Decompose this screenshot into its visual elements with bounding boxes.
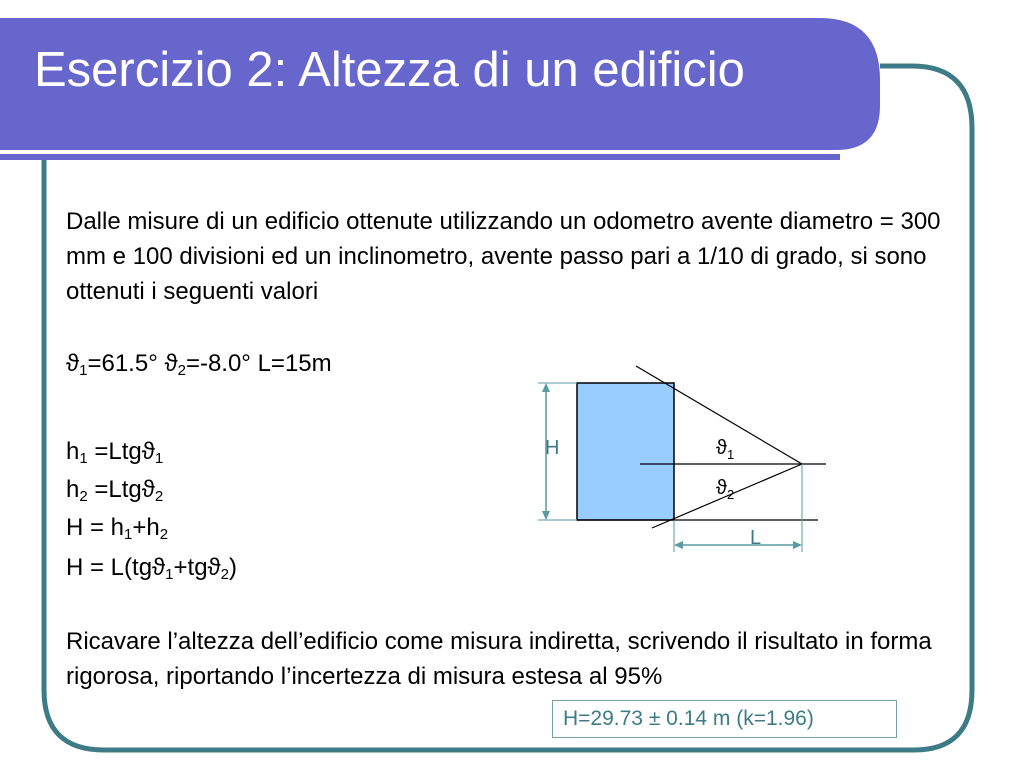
theta-symbol: ϑ <box>66 350 80 377</box>
dimension-l-arrow-right <box>793 541 802 549</box>
theta2-value: =-8.0° <box>185 350 251 377</box>
length-label: L <box>750 527 762 549</box>
theta2-label: $ϑ_2$ <box>716 477 735 502</box>
task-paragraph: Ricavare l’altezza dell’edificio come misura indiretta, scrivendo il risultato in forma rigorosa, riportando l’incertezza di misura estesa al 95% <box>66 628 932 690</box>
theta1-value: =61.5° <box>87 350 158 377</box>
building-diagram <box>530 360 840 560</box>
dimension-h-arrow-bottom <box>542 511 550 520</box>
formula-h-full: H = L(tgϑ$_1$+tgϑ$_2$) <box>66 554 238 583</box>
theta2-subscript: 2 <box>177 362 186 379</box>
theta-symbol: ϑ <box>164 350 178 377</box>
length-value: L=15m <box>257 350 332 377</box>
result-box: H=29.73 ± 0.14 m (k=1.96) <box>552 700 897 738</box>
formula-h-sum: $H = h_1+h_2$ <box>66 514 169 543</box>
intro-paragraph: Dalle misure di un edificio ottenute utilizzando un odometro avente diametro = 300 mm e 100 divisioni ed un inclinometro, avente passo pari a 1/10 di grado, si sono ottenuti i seguenti valori <box>66 208 941 305</box>
height-label: H <box>545 437 560 459</box>
building <box>577 383 674 520</box>
dimension-l-arrow-left <box>674 541 683 549</box>
theta1-subscript: 1 <box>79 362 88 379</box>
dimension-h-arrow-top <box>542 383 550 392</box>
slide-title: Esercizio 2: Altezza di un edificio <box>34 43 745 97</box>
theta1-label: $ϑ_1$ <box>716 437 735 462</box>
measured-values <box>66 346 332 381</box>
formula-h2: $h_2 =Ltgϑ_2$ <box>66 476 164 505</box>
formula-h1: $h_1 =Ltgϑ_1$ <box>66 438 164 467</box>
